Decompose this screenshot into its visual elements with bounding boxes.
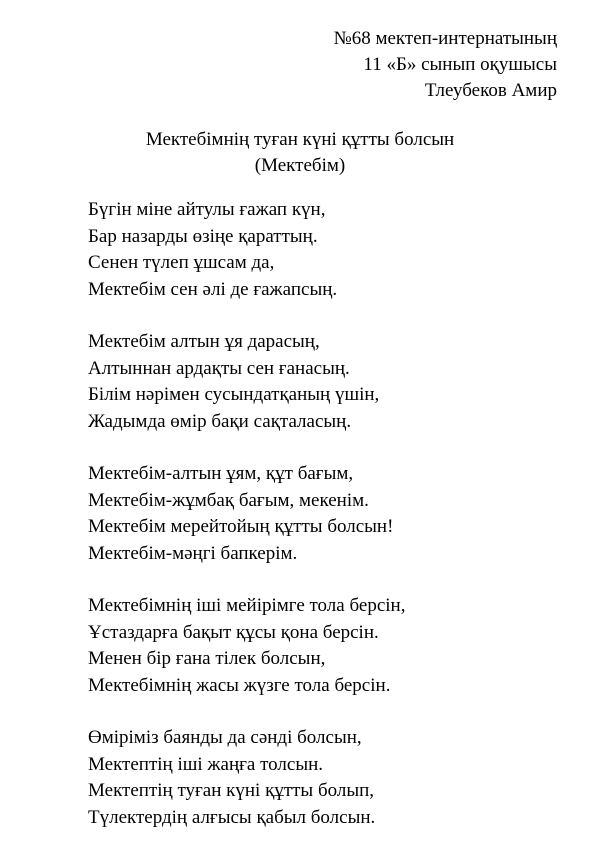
poem-line: Мектебімнің жасы жүзге тола берсін. xyxy=(88,674,391,696)
class-info: 11 «Б» сынып оқушысы xyxy=(363,54,557,75)
poem-line: Түлектердің алғысы қабыл болсын. xyxy=(88,806,376,828)
school-name: №68 мектеп-интернатының xyxy=(333,28,557,49)
poem-line: Мектебімнің іші мейірімге тола берсін, xyxy=(88,595,406,616)
poem-line: Сенен түлеп ұшсам да, xyxy=(88,252,275,273)
poem-line: Мектептің іші жаңға толсын. xyxy=(88,753,324,775)
poem-line: Бар назарды өзіңе қараттың. xyxy=(88,225,318,247)
poem-line: Жадымда өмір бақи сақталасың. xyxy=(88,410,352,432)
author-name: Тлеубеков Амир xyxy=(424,80,557,101)
poem-title: Мектебімнің туған күні құтты болсын xyxy=(145,129,455,150)
poem-line: Өміріміз баянды да сәнді болсын, xyxy=(88,727,362,748)
author-info xyxy=(334,26,557,104)
stanza-3 xyxy=(88,461,588,567)
stanza-4 xyxy=(88,593,588,699)
poem-title-block xyxy=(0,127,600,179)
poem-line: Бүгін міне айтулы ғажап күн, xyxy=(88,199,326,220)
poem-line: Менен бір ғана тілек болсын, xyxy=(88,648,326,669)
poem-line: Мектебім мерейтойың құтты болсын! xyxy=(88,516,394,537)
poem-line: Мектебім-мәңгі бапкерім. xyxy=(88,542,298,564)
poem-line: Мектебім сен әлі де ғажапсың. xyxy=(88,278,338,300)
poem-line: Мектебім-жұмбақ бағым, мекенім. xyxy=(88,489,369,511)
poem-body xyxy=(88,197,588,857)
poem-line: Білім нәрімен сусындатқаның үшін, xyxy=(88,384,380,405)
stanza-5 xyxy=(88,725,588,831)
poem-line: Мектебім-алтын ұям, құт бағым, xyxy=(88,463,354,484)
poem-line: Ұстаздарға бақыт құсы қона берсін. xyxy=(88,621,379,643)
poem-line: Алтыннан ардақты сен ғанасың. xyxy=(88,357,350,379)
poem-subtitle: (Мектебім) xyxy=(254,155,346,176)
stanza-2 xyxy=(88,329,588,435)
stanza-1 xyxy=(88,197,588,303)
poem-line: Мектептің туған күні құтты болып, xyxy=(88,780,375,801)
poem-line: Мектебім алтын ұя дарасың, xyxy=(88,331,320,352)
